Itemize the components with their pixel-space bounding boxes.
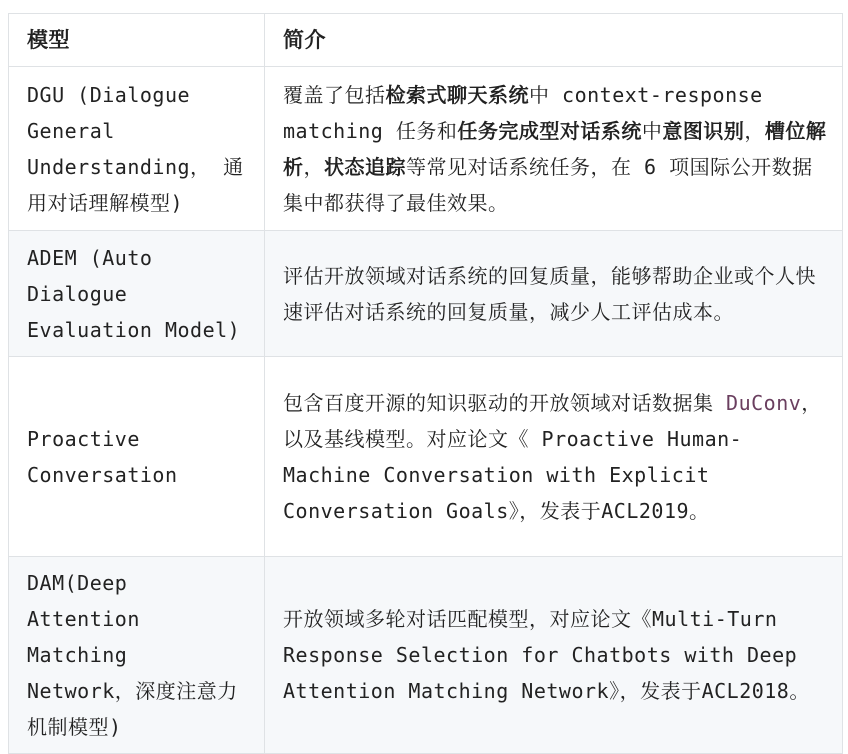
bold-term: 检索式聊天系统: [385, 82, 529, 107]
table-row: [9, 231, 843, 357]
table-row: [9, 67, 843, 231]
description-text: ，以及基线模型。对应论文《 Proactive Human-Machine Conversation with Explicit Conversation Goals》，发表于ACL2019。: [283, 390, 822, 523]
bold-term: 任务完成型对话系统: [457, 118, 642, 143]
description-text: 评估开放领域对话系统的回复质量，能够帮助企业或个人快速评估对话系统的回复质量，减少人工评估成本。: [283, 263, 816, 324]
model-name-cell: DAM(Deep Attention Matching Network，深度注意力机制模型): [9, 557, 265, 754]
description-text: 开放领域多轮对话匹配模型，对应论文《Multi-Turn Response Selection for Chatbots with Deep Attention Matching Network》，发表于ACL2018。: [283, 607, 810, 703]
description-text: 包含百度开源的知识驱动的开放领域对话数据集: [283, 390, 727, 415]
model-table: [8, 13, 843, 754]
table-row: [9, 357, 843, 557]
description-text: 中 context-response matching 任务和: [283, 82, 763, 143]
header-model: 模型: [9, 14, 265, 67]
model-description-cell: [265, 357, 843, 557]
table-row: [9, 557, 843, 754]
description-text: 中: [641, 118, 663, 143]
duconv-link[interactable]: DuConv: [726, 390, 802, 415]
description-text: 等常见对话系统任务，在 6 项国际公开数据集中都获得了最佳效果。: [283, 154, 813, 215]
table-header-row: [9, 14, 843, 67]
description-text: ，: [303, 154, 324, 179]
header-description: 简介: [265, 14, 843, 67]
description-text: ，: [744, 118, 765, 143]
bold-term: 意图识别: [662, 118, 745, 143]
description-text: 覆盖了包括: [283, 82, 386, 107]
model-name-cell: Proactive Conversation: [9, 357, 265, 557]
model-description-cell: [265, 557, 843, 754]
bold-term: 状态追踪: [324, 154, 406, 179]
model-description-cell: [265, 231, 843, 357]
model-name-cell: DGU (Dialogue General Understanding， 通用对话理解模型): [9, 67, 265, 231]
model-table-container: [8, 13, 842, 754]
model-description-cell: [265, 67, 843, 231]
bold-term: 槽位解析: [283, 118, 827, 179]
model-name-cell: ADEM (Auto Dialogue Evaluation Model): [9, 231, 265, 357]
